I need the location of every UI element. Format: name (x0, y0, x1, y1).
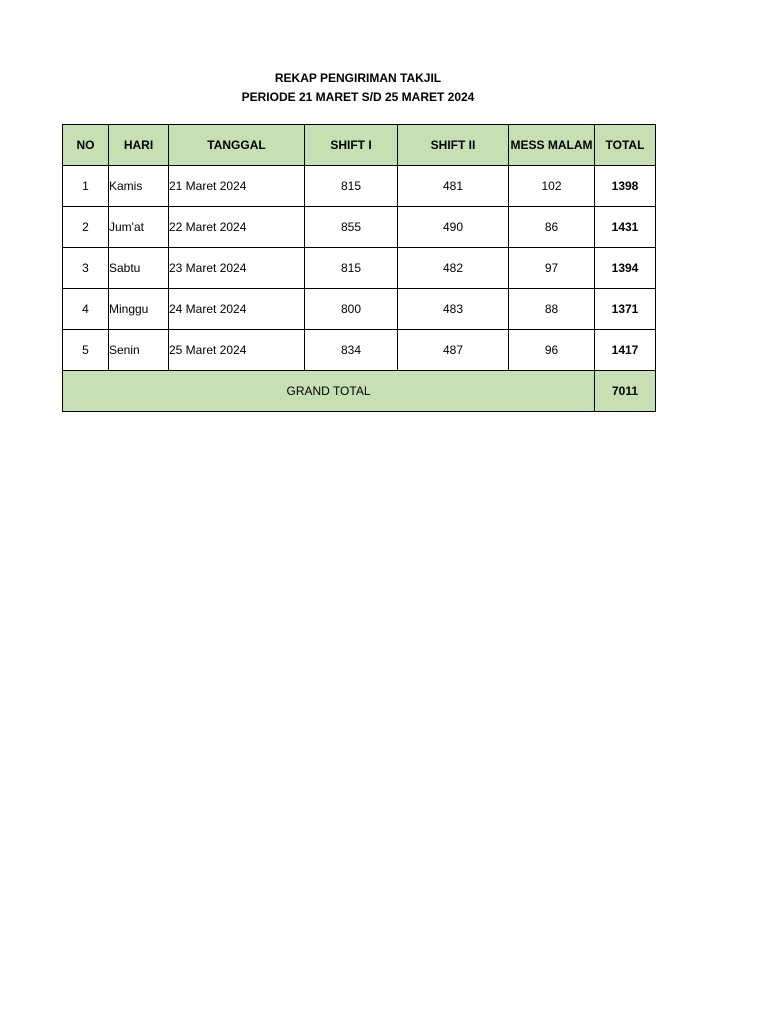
cell-total: 1398 (595, 166, 656, 207)
header-hari: HARI (109, 125, 169, 166)
cell-no: 4 (63, 289, 109, 330)
header-mess-malam: MESS MALAM (509, 125, 595, 166)
cell-mess-malam: 96 (509, 330, 595, 371)
cell-total: 1417 (595, 330, 656, 371)
report-title: REKAP PENGIRIMAN TAKJIL (274, 71, 442, 85)
cell-no: 2 (63, 207, 109, 248)
table-row (63, 166, 656, 207)
header-shift-1: SHIFT I (305, 125, 398, 166)
table-row (63, 330, 656, 371)
grand-total-value: 7011 (595, 371, 656, 412)
cell-shift-2: 483 (398, 289, 509, 330)
cell-shift-1: 815 (305, 248, 398, 289)
cell-hari: Sabtu (109, 248, 169, 289)
cell-shift-2: 487 (398, 330, 509, 371)
table-row (63, 289, 656, 330)
cell-shift-1: 855 (305, 207, 398, 248)
report-period: PERIODE 21 MARET S/D 25 MARET 2024 (241, 90, 475, 104)
grand-total-row (63, 371, 656, 412)
cell-tanggal: 25 Maret 2024 (169, 330, 305, 371)
table-row (63, 207, 656, 248)
cell-hari: Kamis (109, 166, 169, 207)
cell-mess-malam: 102 (509, 166, 595, 207)
report-title-block (0, 69, 716, 107)
header-tanggal: TANGGAL (169, 125, 305, 166)
header-shift-2: SHIFT II (398, 125, 509, 166)
cell-shift-1: 834 (305, 330, 398, 371)
table-row (63, 248, 656, 289)
cell-hari: Minggu (109, 289, 169, 330)
cell-shift-1: 815 (305, 166, 398, 207)
cell-shift-1: 800 (305, 289, 398, 330)
grand-total-label: GRAND TOTAL (63, 371, 595, 412)
cell-tanggal: 24 Maret 2024 (169, 289, 305, 330)
cell-no: 3 (63, 248, 109, 289)
table-header-row (63, 125, 656, 166)
cell-total: 1371 (595, 289, 656, 330)
cell-total: 1394 (595, 248, 656, 289)
cell-total: 1431 (595, 207, 656, 248)
cell-shift-2: 490 (398, 207, 509, 248)
cell-shift-2: 482 (398, 248, 509, 289)
cell-tanggal: 21 Maret 2024 (169, 166, 305, 207)
cell-shift-2: 481 (398, 166, 509, 207)
cell-mess-malam: 88 (509, 289, 595, 330)
cell-hari: Senin (109, 330, 169, 371)
cell-tanggal: 23 Maret 2024 (169, 248, 305, 289)
recap-table (62, 124, 656, 412)
cell-tanggal: 22 Maret 2024 (169, 207, 305, 248)
cell-mess-malam: 97 (509, 248, 595, 289)
cell-no: 1 (63, 166, 109, 207)
cell-hari: Jum'at (109, 207, 169, 248)
cell-no: 5 (63, 330, 109, 371)
header-no: NO (63, 125, 109, 166)
cell-mess-malam: 86 (509, 207, 595, 248)
header-total: TOTAL (595, 125, 656, 166)
